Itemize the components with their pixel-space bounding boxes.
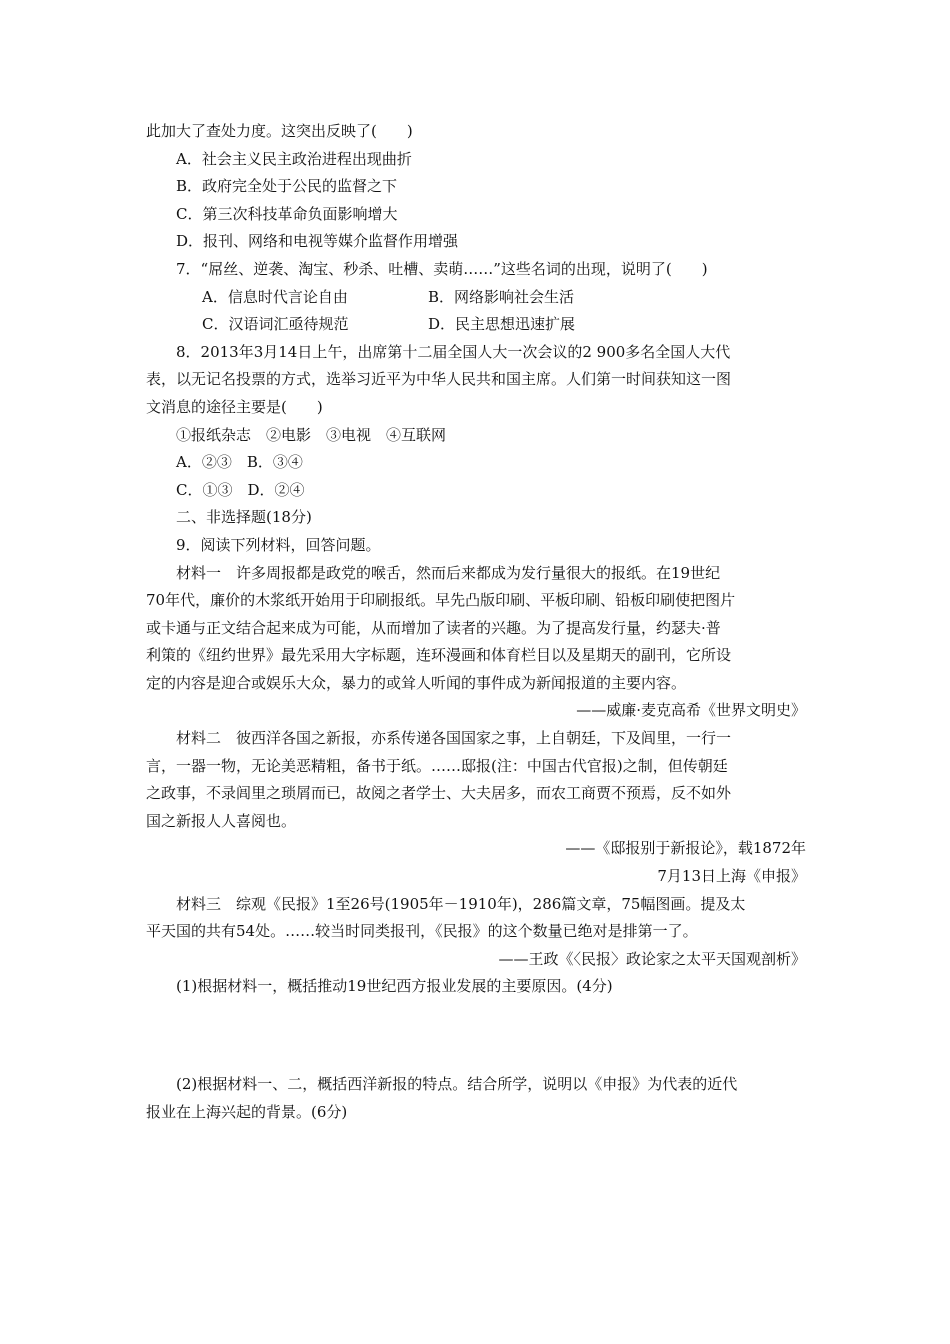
q7-options-row-2 [146, 311, 806, 339]
q7-stem: 7．“屌丝、逆袭、淘宝、秒杀、吐槽、卖萌……”这些名词的出现，说明了( ) [176, 259, 708, 278]
q8-stem-line-3: 文消息的途径主要是( ) [146, 397, 323, 416]
q8-items: ①报纸杂志 ②电影 ③电视 ④互联网 [176, 425, 447, 444]
material-3-source: ——王政《〈民报〉政论家之太平天国观剖析》 [498, 949, 806, 968]
material-1-line: 材料一 许多周报都是政党的喉舌，然而后来都成为发行量很大的报纸。在19世纪 [176, 563, 721, 582]
material-2-line: 言，一器一物，无论美恶精粗，备书于纸。……邸报(注：中国古代官报)之制，但传朝廷 [146, 756, 728, 775]
q6-option-b: B．政府完全处于公民的监督之下 [176, 177, 398, 196]
material-2-source-line-1: ——《邸报别于新报论》，载1872年 [565, 839, 806, 858]
answer-space-1 [146, 1001, 806, 1071]
q7-option-d: D．民主思想迅速扩展 [428, 315, 576, 334]
material-2-line: 国之新报人人喜阅也。 [146, 811, 297, 830]
q9-stem: 9．阅读下列材料，回答问题。 [176, 535, 381, 554]
q6-option-c: C．第三次科技革命负面影响增大 [176, 204, 398, 223]
material-3-line: 平天国的共有54处。……较当时同类报刊，《民报》的这个数量已绝对是排第一了。 [146, 922, 698, 941]
section-title: 二、非选择题(18分) [176, 508, 312, 527]
sub-question-2-line-2: 报业在上海兴起的背景。(6分) [146, 1102, 348, 1121]
material-2-source-line-2: 7月13日上海《申报》 [657, 867, 806, 886]
q7-option-a: A．信息时代言论自由 [202, 287, 348, 306]
material-1-line: 或卡通与正文结合起来成为可能，从而增加了读者的兴趣。为了提高发行量，约瑟夫·普 [146, 618, 721, 637]
sub-question-2-line-1: (2)根据材料一、二，概括西洋新报的特点。结合所学，说明以《申报》为代表的近代 [176, 1075, 738, 1093]
exam-page [146, 118, 806, 1126]
q7-option-c: C．汉语词汇亟待规范 [202, 315, 349, 334]
material-2-line: 之政事，不录闾里之琐屑而已，故阅之者学士、大夫居多，而农工商贾不预焉，反不如外 [146, 784, 732, 803]
q6-stem-tail: 此加大了查处力度。这突出反映了( ) [146, 122, 413, 140]
material-1-line: 利策的《纽约世界》最先采用大字标题，连环漫画和体育栏目以及星期天的副刊，它所设 [146, 646, 732, 665]
material-1-line: 定的内容是迎合或娱乐大众，暴力的或耸人听闻的事件成为新闻报道的主要内容。 [146, 673, 687, 692]
material-3-line: 材料三 综观《民报》1至26号(1905年－1910年)，286篇文章，75幅图画。提及太 [176, 894, 746, 913]
q7-options-row-1 [146, 284, 806, 312]
q8-stem-line-1: 8．2013年3月14日上午，出席第十二届全国人大一次会议的2 900多名全国人大代 [176, 342, 731, 361]
q6-option-d: D．报刊、网络和电视等媒介监督作用增强 [176, 232, 459, 251]
q8-options-cd: C．①③ D．②④ [176, 480, 305, 499]
material-2-line: 材料二 彼西洋各国之新报，亦系传递各国国家之事，上自朝廷，下及闾里，一行一 [176, 729, 732, 748]
material-1-source: ——威廉·麦克高希《世界文明史》 [576, 701, 806, 720]
q8-options-ab: A．②③ B．③④ [176, 453, 303, 472]
sub-question-1: (1)根据材料一，概括推动19世纪西方报业发展的主要原因。(4分) [176, 977, 613, 996]
q7-option-b: B．网络影响社会生活 [428, 287, 575, 306]
q8-stem-line-2: 表，以无记名投票的方式，选举习近平为中华人民共和国主席。人们第一时间获知这一图 [146, 370, 732, 389]
material-1-line: 70年代，廉价的木浆纸开始用于印刷报纸。早先凸版印刷、平板印刷、铅板印刷使把图片 [146, 591, 736, 610]
q6-option-a: A．社会主义民主政治进程出现曲折 [176, 149, 412, 168]
